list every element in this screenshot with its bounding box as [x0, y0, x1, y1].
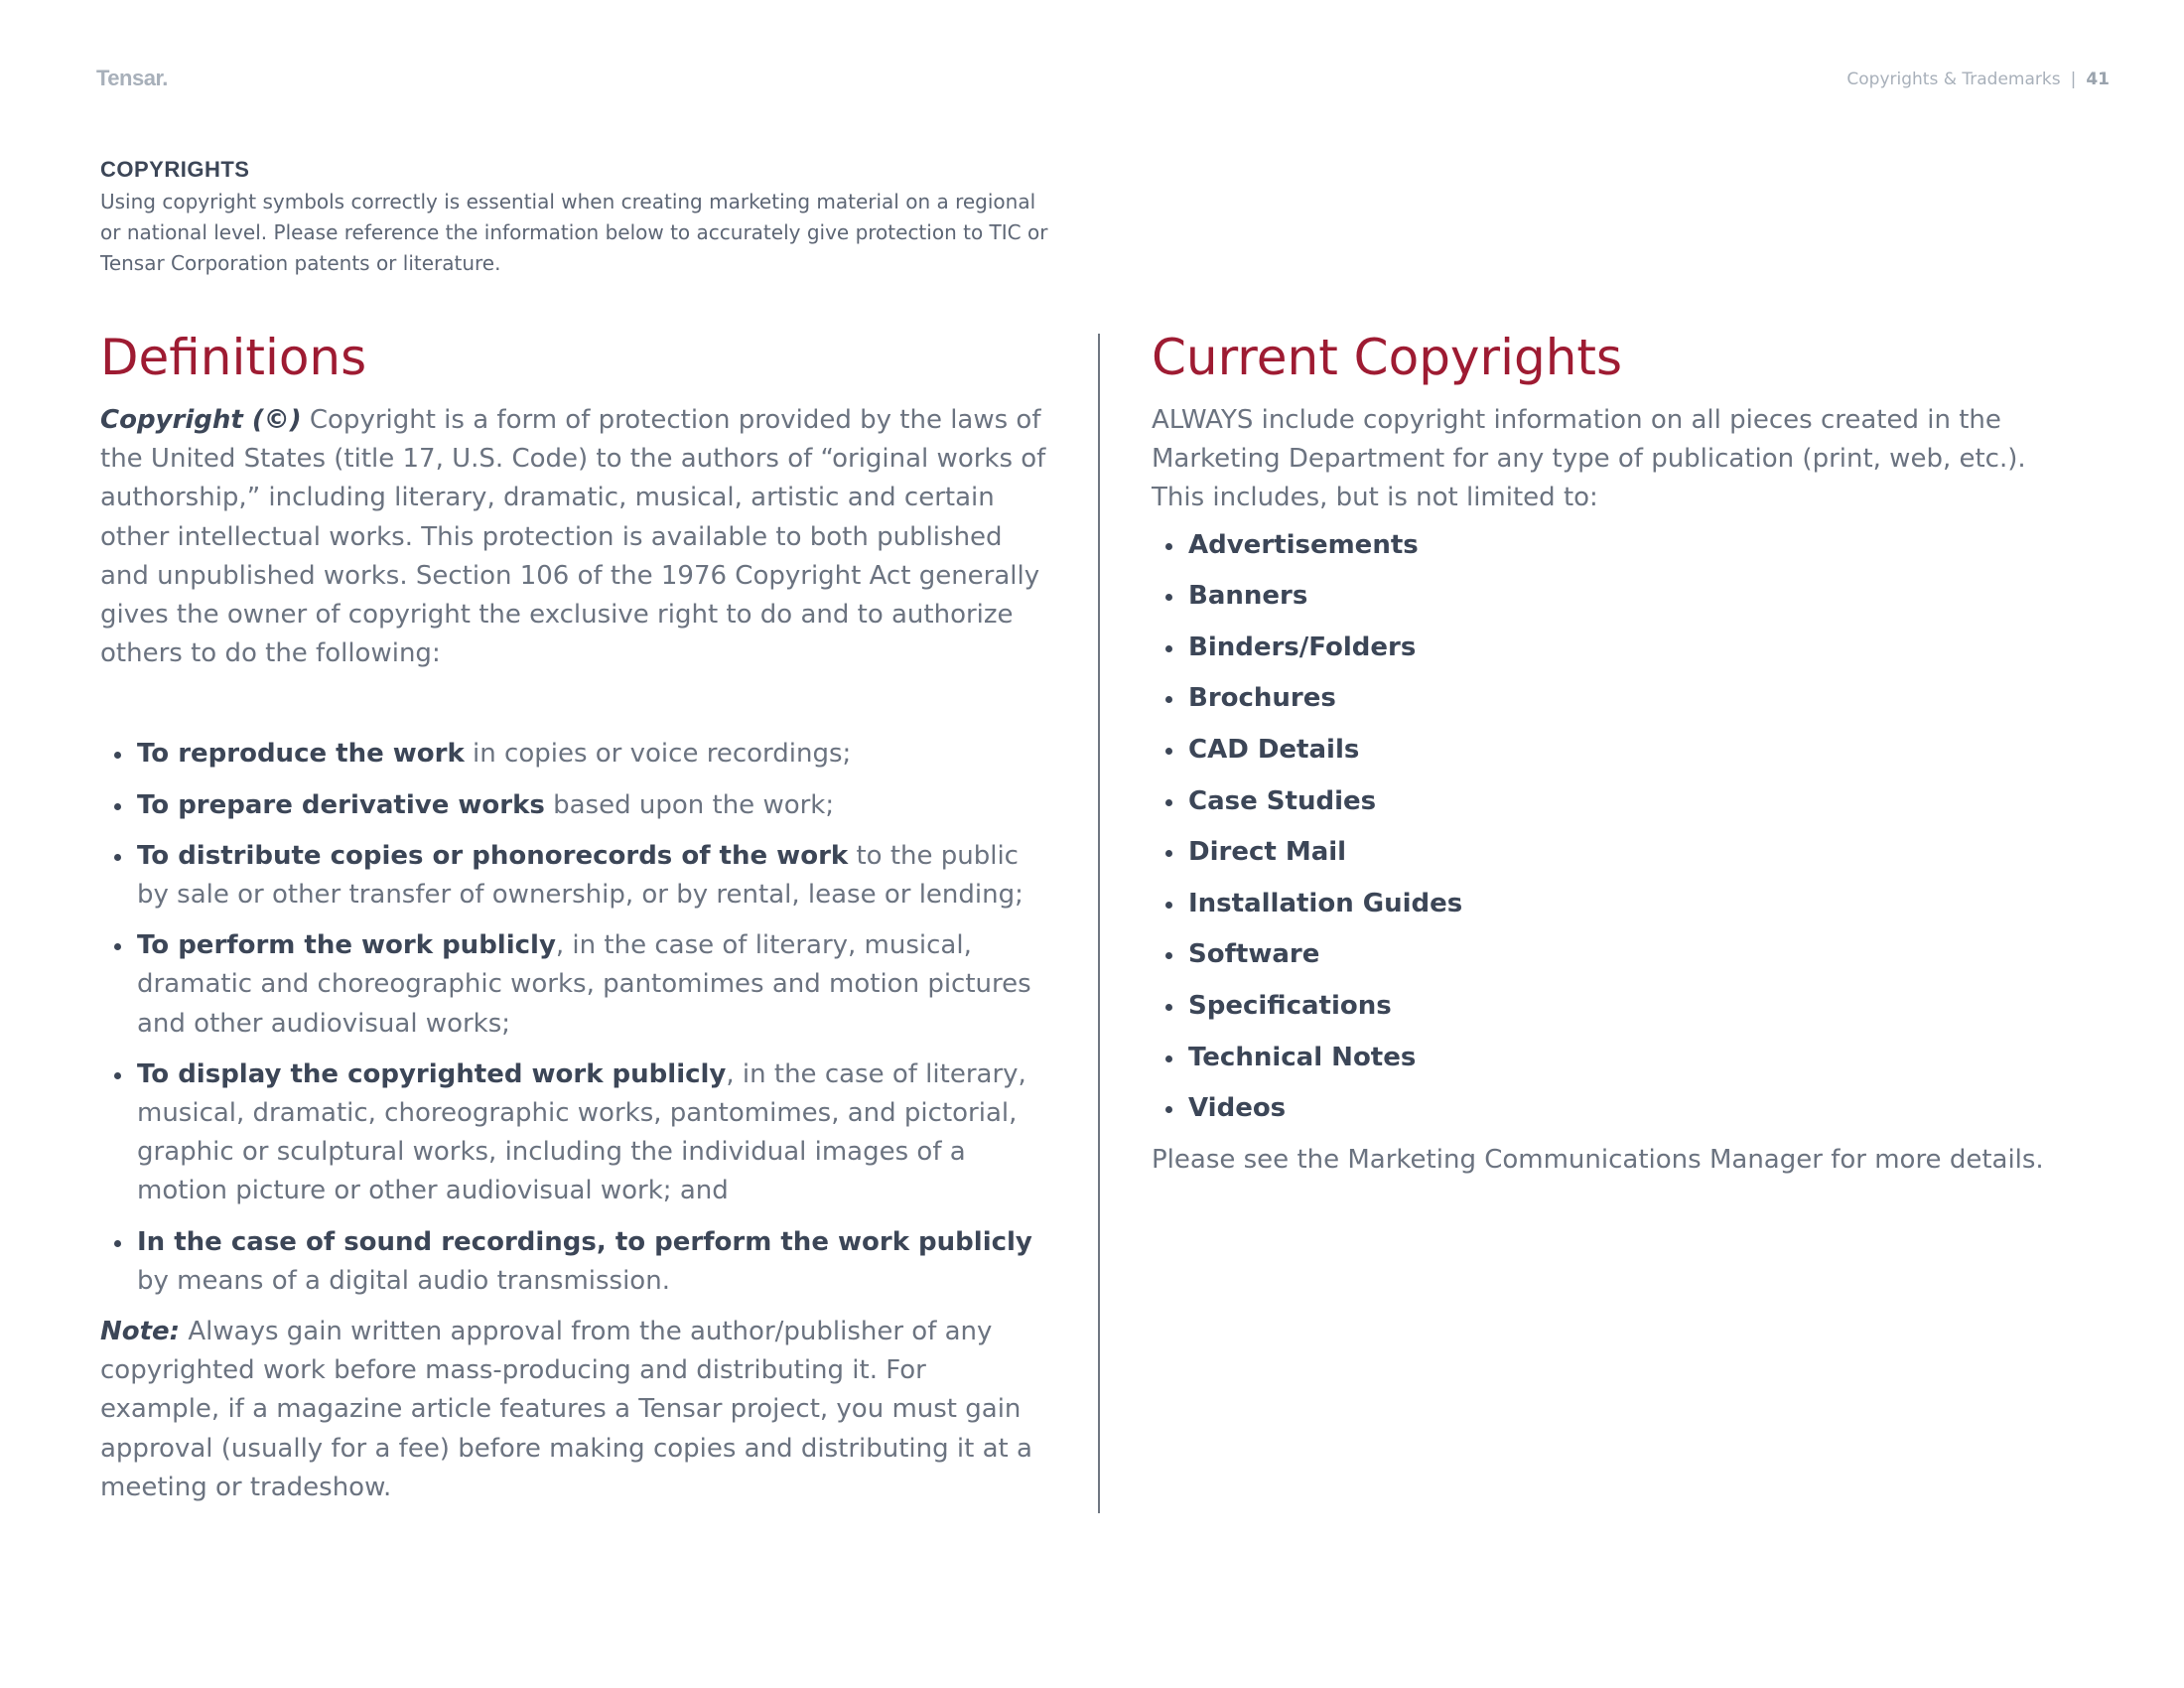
copyright-definition	[100, 401, 1053, 673]
list-item: Case Studies	[1152, 782, 2105, 821]
tensar-logo: Tensar.	[96, 66, 168, 90]
list-item: Advertisements	[1152, 526, 2105, 565]
right-title: To perform the work publicly	[137, 930, 556, 961]
intro-block	[100, 157, 1053, 279]
column-divider	[1098, 334, 1100, 1513]
current-copyrights-column	[1152, 328, 2105, 1180]
list-item: Banners	[1152, 577, 2105, 616]
current-intro-line2: This includes, but is not limited to:	[1152, 483, 1598, 513]
right-title: In the case of sound recordings, to perform the work publicly	[137, 1226, 1032, 1257]
right-detail: , in the case of literary, musical, dramatic and choreographic works, pantomimes and motion pictures and other audiovisual works;	[137, 930, 1031, 1039]
list-item	[100, 1223, 1053, 1301]
publication-types-list	[1152, 526, 2105, 1129]
current-copyrights-heading: Current Copyrights	[1152, 329, 1623, 386]
list-item	[100, 735, 1053, 774]
copyright-term: Copyright (©)	[100, 405, 302, 435]
page-header	[1846, 70, 2110, 89]
copyright-definition-text: Copyright is a form of protection provided by the laws of the United States (title 17, U.S. Code) to the authors of “original works of authorship,” including literary, dramatic, musical, artistic and certain other intellectual works. This protection is available to both published and unpublished works. Section 106 of the 1976 Copyright Act generally gives the owner of copyright the exclusive right to do and to authorize others to do the following:	[100, 405, 1046, 669]
note-paragraph	[100, 1313, 1053, 1507]
list-item: Installation Guides	[1152, 885, 2105, 923]
list-item: Brochures	[1152, 679, 2105, 718]
list-item: Software	[1152, 935, 2105, 974]
section-title: Copyrights & Trademarks	[1846, 70, 2061, 89]
right-detail: in copies or voice recordings;	[464, 739, 852, 770]
right-title: To prepare derivative works	[137, 789, 545, 820]
intro-title: COPYRIGHTS	[100, 157, 250, 182]
current-intro: ALWAYS include copyright information on all pieces created in the Marketing Department for any type of publication (print, web, etc.).	[1152, 405, 2026, 475]
closing-note: Please see the Marketing Communications Manager for more details.	[1152, 1144, 2044, 1175]
list-item: Binders/Folders	[1152, 629, 2105, 667]
right-title: To reproduce the work	[137, 739, 465, 770]
intro-text: Using copyright symbols correctly is essential when creating marketing material on a regional or national level. Please reference the information below to accurately give protection to TIC or Tensar Corporation patents or literature.	[100, 190, 1048, 275]
note-label: Note:	[100, 1317, 181, 1347]
page-number: 41	[2086, 70, 2110, 89]
right-detail: to the public by sale or other transfer of ownership, or by rental, lease or lending;	[137, 840, 1024, 911]
right-title: To distribute copies or phonorecords of the work	[137, 840, 849, 871]
right-detail: , in the case of literary, musical, dramatic, choreographic works, pantomimes, and pictorial, graphic or sculptural works, including the individual images of a motion picture or other audiovisual work; and	[137, 1058, 1026, 1206]
right-detail: based upon the work;	[544, 789, 835, 820]
right-detail: by means of a digital audio transmission.	[137, 1265, 670, 1296]
list-item: Specifications	[1152, 987, 2105, 1026]
list-item: CAD Details	[1152, 731, 2105, 770]
note-text: Always gain written approval from the author/publisher of any copyrighted work before mass-producing and distributing it. For example, if a magazine article features a Tensar project, you must gain approval (usually for a fee) before making copies and distributing it at a meeting or tradeshow.	[100, 1317, 1032, 1502]
list-item: Videos	[1152, 1089, 2105, 1128]
rights-list	[100, 735, 1053, 1301]
list-item	[100, 786, 1053, 825]
list-item	[100, 837, 1053, 914]
definitions-heading: Definitions	[100, 329, 367, 386]
list-item: Direct Mail	[1152, 833, 2105, 872]
right-title: To display the copyrighted work publicly	[137, 1058, 727, 1089]
definitions-column	[100, 328, 1053, 1507]
list-item	[100, 1055, 1053, 1211]
list-item: Technical Notes	[1152, 1039, 2105, 1077]
header-separator: |	[2070, 70, 2077, 89]
list-item	[100, 926, 1053, 1044]
